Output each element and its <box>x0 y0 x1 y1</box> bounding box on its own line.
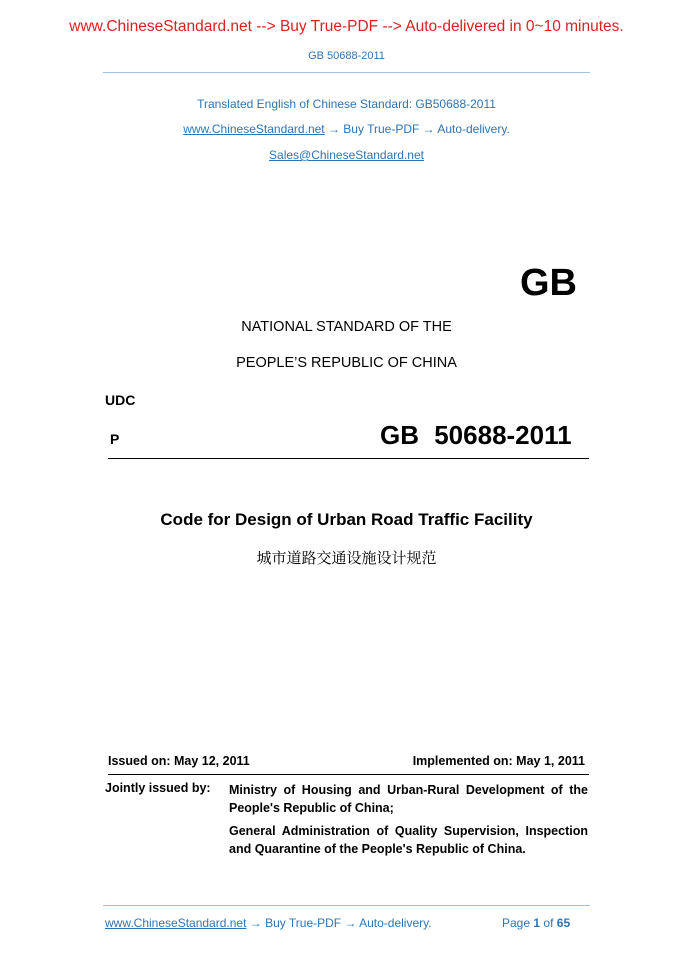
title-chinese: 城市道路交通设施设计规范 <box>256 550 437 567</box>
of-label: of <box>543 916 554 930</box>
translation-line: Translated English of Chinese Standard: GB50688-2011 <box>197 97 496 111</box>
jointly-issued-label: Jointly issued by: <box>105 781 211 795</box>
standard-number: GB 50688-2011 <box>380 420 572 450</box>
issue-divider <box>108 774 589 775</box>
udc-label: UDC <box>105 392 136 408</box>
email-line <box>0 148 693 162</box>
header-code: GB 50688-2011 <box>308 50 385 62</box>
footer-divider <box>103 905 590 906</box>
issuer-aqsiq: General Administration of Quality Supervision, Inspection and Quarantine of the People's Republic of China. <box>229 824 588 856</box>
buy-text: → Buy True-PDF → Auto-delivery. <box>324 122 510 136</box>
site-link[interactable]: www.ChineseStandard.net <box>183 122 325 136</box>
header-divider <box>103 72 590 73</box>
footer-site-link[interactable]: www.ChineseStandard.net <box>105 916 247 930</box>
title-divider <box>108 458 589 459</box>
footer-buy-text: → Buy True-PDF → Auto-delivery. <box>246 916 432 930</box>
footer-buy-line <box>105 916 432 930</box>
top-banner-link[interactable]: www.ChineseStandard.net --> Buy True-PDF --> Auto-delivered in 0~10 minutes. <box>69 18 624 35</box>
translation-buy-line <box>0 122 693 136</box>
national-standard-line2: PEOPLE’S REPUBLIC OF CHINA <box>236 355 457 371</box>
national-standard-line1: NATIONAL STANDARD OF THE <box>241 319 452 335</box>
implemented-date: Implemented on: May 1, 2011 <box>412 754 585 768</box>
page-indicator <box>502 916 570 930</box>
page-total: 65 <box>556 916 571 930</box>
gb-logo: GB <box>520 262 577 304</box>
email-link[interactable]: Sales@ChineseStandard.net <box>269 148 424 162</box>
title-english: Code for Design of Urban Road Traffic Facility <box>160 510 533 529</box>
issuer-ministry: Ministry of Housing and Urban-Rural Development of the People's Republic of China; <box>229 783 588 815</box>
issued-date: Issued on: May 12, 2011 <box>108 754 250 768</box>
p-label: P <box>110 431 120 447</box>
page-current: 1 <box>533 916 541 930</box>
page-label: Page <box>502 916 531 930</box>
